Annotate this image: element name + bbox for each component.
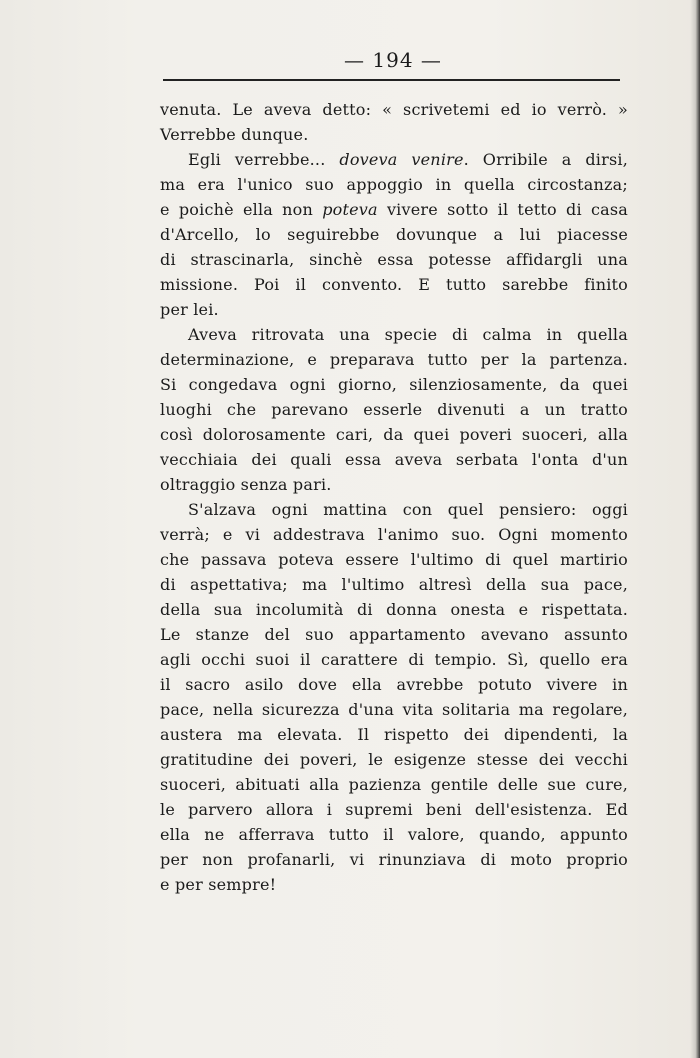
italic-phrase: poteva bbox=[322, 200, 378, 219]
text-line: Si congedava ogni giorno, silenziosamente, da quei bbox=[160, 375, 628, 394]
text-line: ella ne afferrava tutto il valore, quando, appunto bbox=[160, 825, 628, 844]
page-edge-shadow bbox=[690, 0, 700, 1058]
text-line: oltraggio senza pari. bbox=[160, 475, 332, 494]
text-line: il sacro asilo dove ella avrebbe potuto vivere in bbox=[160, 675, 628, 694]
body-text bbox=[160, 97, 628, 897]
header-rule bbox=[163, 79, 620, 81]
italic-phrase: doveva venire bbox=[339, 150, 464, 169]
text-line: pace, nella sicurezza d'una vita solitaria ma regolare, bbox=[160, 700, 628, 719]
text-line: Aveva ritrovata una specie di calma in quella bbox=[188, 325, 628, 344]
text-line: della sua incolumità di donna onesta e rispettata. bbox=[160, 600, 628, 619]
text-line: agli occhi suoi il carattere di tempio. Sì, quello era bbox=[160, 650, 628, 669]
text-line: Verrebbe dunque. bbox=[160, 125, 309, 144]
text-line: di strascinarla, sinchè essa potesse affidargli una bbox=[160, 250, 628, 269]
text-line: e per sempre! bbox=[160, 875, 277, 894]
text-line: di aspettativa; ma l'ultimo altresì della sua pace, bbox=[160, 575, 628, 594]
text-line: gratitudine dei poveri, le esigenze stesse dei vecchi bbox=[160, 750, 628, 769]
text-line: d'Arcello, lo seguirebbe dovunque a lui piacesse bbox=[160, 225, 628, 244]
text-line: per non profanarli, vi rinunziava di moto proprio bbox=[160, 850, 628, 869]
text-line: così dolorosamente cari, da quei poveri suoceri, alla bbox=[160, 425, 628, 444]
text-line: Egli verrebbe... doveva venire. Orribile a dirsi, bbox=[188, 150, 628, 169]
text-line: determinazione, e preparava tutto per la partenza. bbox=[160, 350, 628, 369]
text-line: ma era l'unico suo appoggio in quella circostanza; bbox=[160, 175, 628, 194]
text-line: venuta. Le aveva detto: « scrivetemi ed io verrò. » bbox=[160, 100, 628, 119]
text-line: vecchiaia dei quali essa aveva serbata l'onta d'un bbox=[160, 450, 628, 469]
text-line: missione. Poi il convento. E tutto sarebbe finito bbox=[160, 275, 628, 294]
text-line: luoghi che parevano esserle divenuti a un tratto bbox=[160, 400, 628, 419]
text-line: che passava poteva essere l'ultimo di quel martirio bbox=[160, 550, 628, 569]
text-line: S'alzava ogni mattina con quel pensiero: oggi bbox=[188, 500, 628, 519]
text-line: verrà; e vi addestrava l'animo suo. Ogni momento bbox=[160, 525, 628, 544]
text-line: Le stanze del suo appartamento avevano assunto bbox=[160, 625, 628, 644]
text-line: per lei. bbox=[160, 300, 219, 319]
page-number: — 194 — bbox=[344, 48, 442, 72]
text-line: le parvero allora i supremi beni dell'esistenza. Ed bbox=[160, 800, 628, 819]
text-line: austera ma elevata. Il rispetto dei dipendenti, la bbox=[160, 725, 628, 744]
text-line: e poichè ella non poteva vivere sotto il tetto di casa bbox=[160, 200, 628, 219]
text-line: suoceri, abituati alla pazienza gentile delle sue cure, bbox=[160, 775, 628, 794]
